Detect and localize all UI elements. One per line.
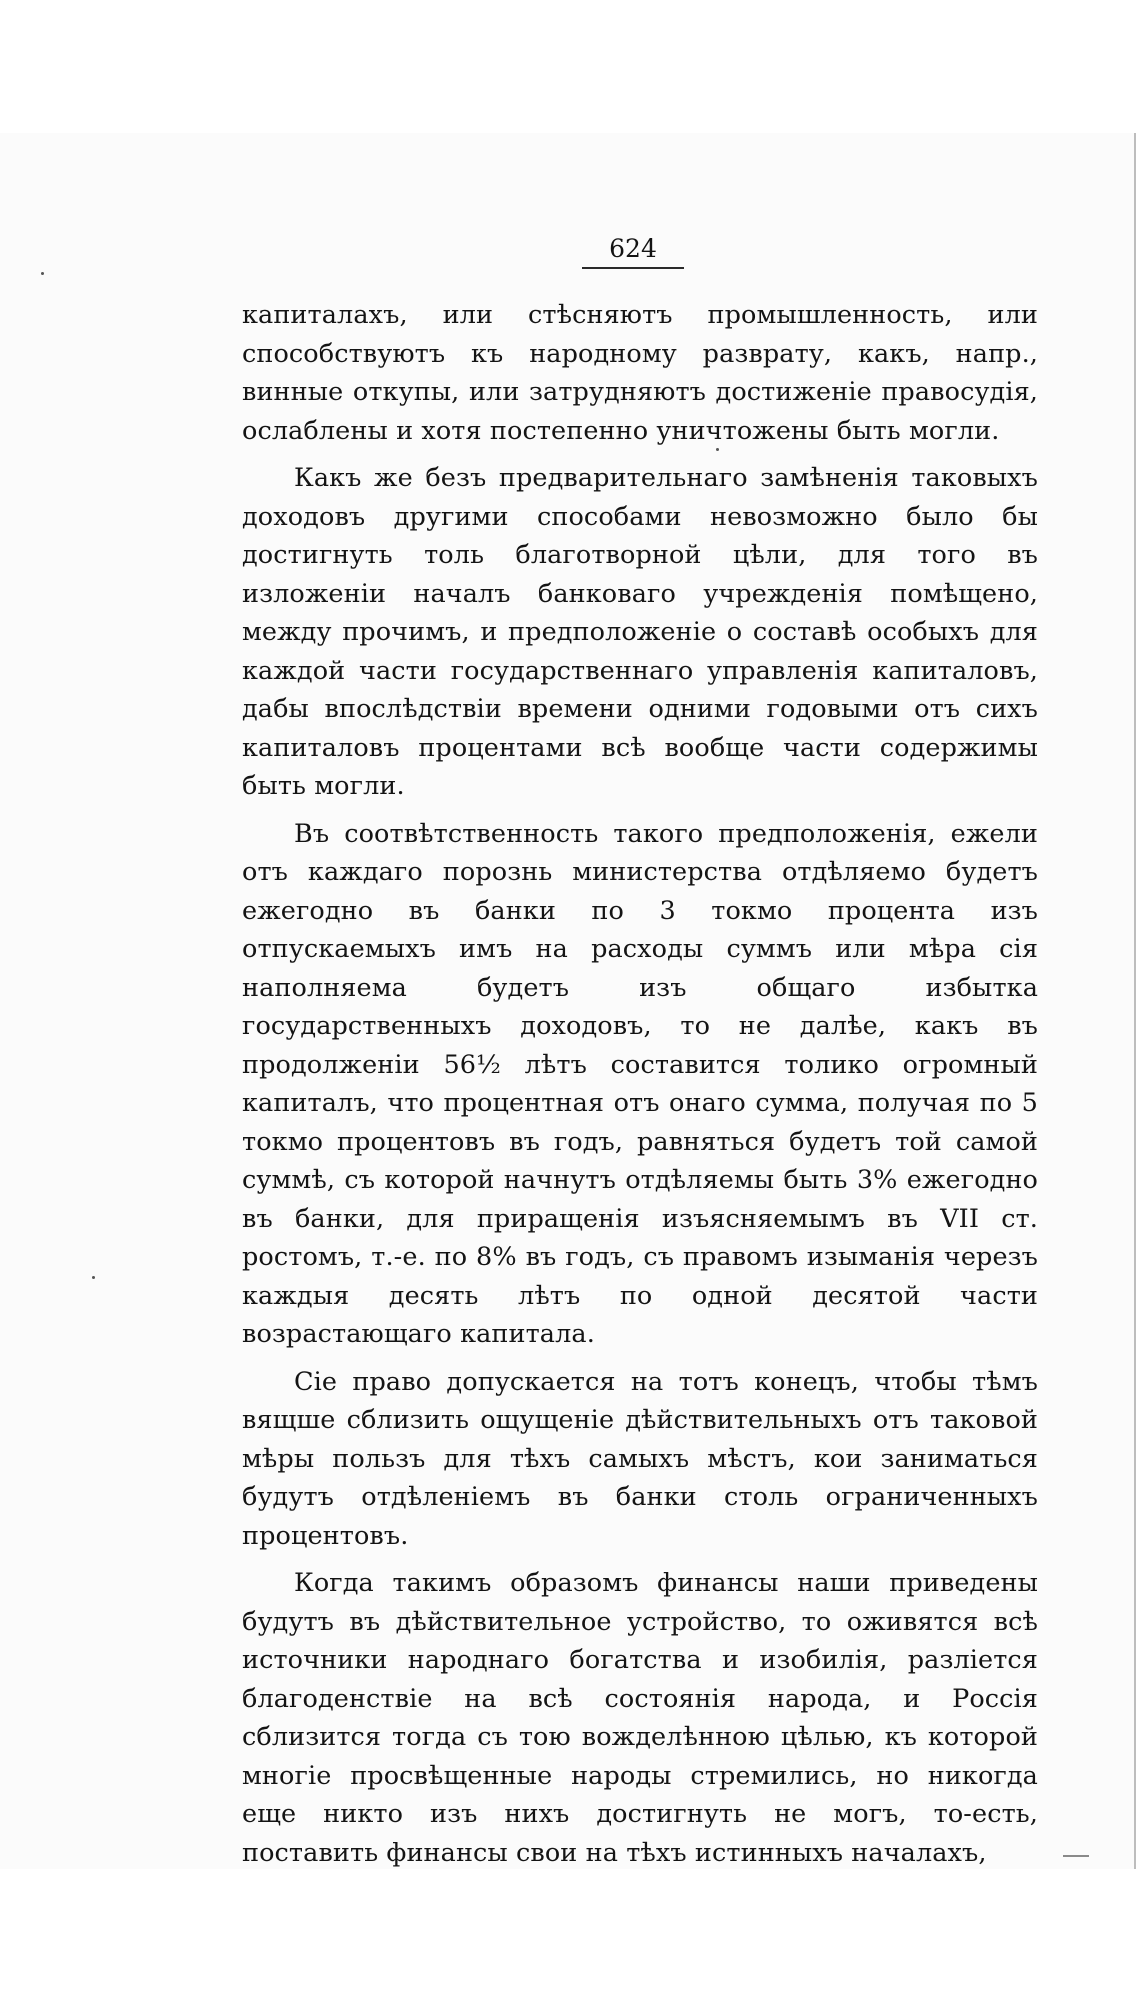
paragraph: Какъ же безъ предварительнаго замѣненія таковыхъ доходовъ другими способами невозможно было бы достигнуть толь благотворной цѣли, для того въ изложеніи началъ банковаго учрежденія помѣщено, между прочимъ, и предположеніе о составѣ особыхъ для каждой части государственнаго управленія капиталовъ, дабы впослѣдствіи времени одними годовыми отъ сихъ капиталовъ процентами всѣ вообще части содержимы быть могли. <box>242 463 1038 801</box>
page-edge-shadow <box>1134 133 1136 1869</box>
scan-speck <box>41 272 44 275</box>
paragraph-continuation: капиталахъ, или стѣсняютъ промышленность, или способствуютъ къ народному разврату, какъ, напр., винные откупы, или затрудняютъ достиженіе правосудія, ослаблены и хотя постепенно уничтожены быть могли. <box>242 300 1038 446</box>
body-text <box>242 296 1038 1872</box>
paragraph: Сіе право допускается на тотъ конецъ, чтобы тѣмъ вящше сблизить ощущеніе дѣйствительныхъ отъ таковой мѣры пользъ для тѣхъ самыхъ мѣстъ, кои заниматься будутъ отдѣленіемъ въ банки столь ограниченныхъ процентовъ. <box>242 1366 1038 1551</box>
page-number: 624 <box>609 234 657 263</box>
paragraph: Когда такимъ образомъ финансы наши приведены будутъ въ дѣйствительное устройство, то оживятся всѣ источники народнаго богатства и изобилія, разліется благоденствіе на всѣ состоянія народа, и Россія сблизится тогда съ тою вожделѣнною цѣлью, къ которой многіе просвѣщенные народы стремились, но никогда еще никто изъ нихъ достигнуть не могъ, то-есть, поставить финансы свои на тѣхъ истинныхъ началахъ, <box>242 1568 1038 1868</box>
paragraph: Въ соотвѣтственность такого предположенія, ежели отъ каждаго порознь министерства отдѣляемо будетъ ежегодно въ банки по 3 токмо процента изъ отпускаемыхъ имъ на расходы суммъ или мѣра сія наполняема будетъ изъ общаго избытка государственныхъ доходовъ, то не далѣе, какъ въ продолженіи 56½ лѣтъ составится толико огромный капиталъ, что процентная отъ онаго сумма, получая по 5 токмо процентовъ въ годъ, равняться будетъ той самой суммѣ, съ которой начнутъ отдѣляемы быть 3% ежегодно въ банки, для приращенія изъясняемымъ въ VII ст. ростомъ, т.-е. по 8% въ годъ, съ правомъ изыманія черезъ каждыя десять лѣтъ по одной десятой части возрастающаго капитала. <box>242 818 1038 1349</box>
scan-speck <box>92 1276 95 1279</box>
edge-mark <box>1063 1855 1089 1857</box>
page-number-rule <box>582 267 684 269</box>
